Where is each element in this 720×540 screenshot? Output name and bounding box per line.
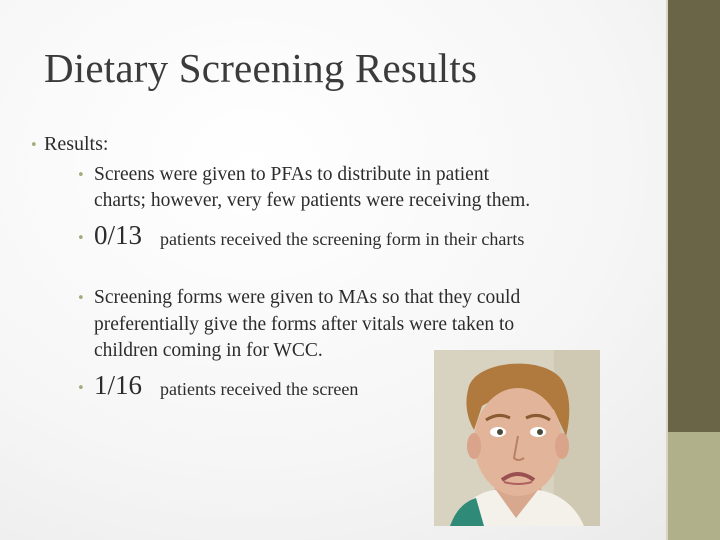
bullet-dot-icon: • [30,138,38,153]
bullet-dot-icon: • [77,231,85,246]
bullet-dot-icon: • [77,381,85,396]
bullet-dot-icon: • [77,168,85,183]
bullet-forms-line-3: children coming in for WCC. [94,340,323,361]
sidebar-accent-block [668,432,720,540]
bullet-forms-line-2: preferentially give the forms after vitals were taken to [94,314,515,335]
stat-1-16-text: patients received the screen [160,379,359,399]
bullet-dot-icon: • [77,291,85,306]
slide-title: Dietary Screening Results [44,45,478,91]
sad-face-photo [434,350,600,526]
bullet-forms-line-1: Screening forms were given to MAs so that they could [94,287,521,308]
stat-0-13-text: patients received the screening form in their charts [160,229,525,249]
bullet-screens-line-1: Screens were given to PFAs to distribute in patient [94,164,489,185]
bullet-results: Results: [44,133,109,155]
stat-1-16-value: 1/16 [94,370,143,400]
stat-0-13-value: 0/13 [94,220,143,250]
sad-face-illustration [434,350,600,526]
bullet-screens-line-2: charts; however, very few patients were receiving them. [94,190,531,211]
